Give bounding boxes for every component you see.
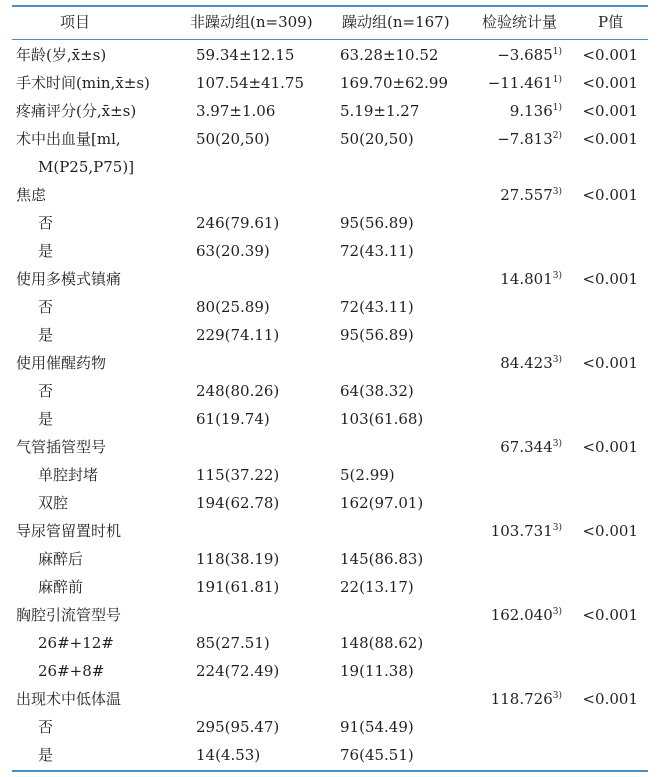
p-value: <0.001 — [582, 270, 638, 288]
agitation-value: 103(61.68) — [340, 410, 424, 428]
table-row — [0, 629, 660, 657]
p-value: <0.001 — [582, 186, 638, 204]
test-statistic — [491, 601, 562, 629]
statistic-value: −11.461 — [487, 74, 553, 92]
table-row — [0, 517, 660, 545]
non-agitation-value: 107.54±41.75 — [196, 74, 304, 92]
table-row — [0, 41, 660, 69]
header-col2: 躁动组(n=167) — [342, 13, 450, 31]
test-statistic — [500, 349, 562, 377]
row-label: 是 — [38, 410, 54, 428]
row-label: 疼痛评分(分,x̄±s) — [16, 102, 137, 120]
table-row — [0, 657, 660, 685]
non-agitation-value: 248(80.26) — [196, 382, 280, 400]
non-agitation-value: 115(37.22) — [196, 466, 280, 484]
footnote-marker: 3) — [552, 355, 562, 365]
agitation-value: 145(86.83) — [340, 550, 424, 568]
statistic-value: 14.801 — [500, 270, 553, 288]
agitation-value: 95(56.89) — [340, 214, 414, 232]
non-agitation-value: 50(20,50) — [196, 130, 270, 148]
table-row — [0, 461, 660, 489]
row-label: 导尿管留置时机 — [16, 522, 122, 540]
table-row — [0, 181, 660, 209]
statistic-value: 9.136 — [509, 102, 553, 120]
test-statistic — [488, 69, 562, 97]
footnote-marker: 3) — [552, 607, 562, 617]
footnote-marker: 3) — [552, 691, 562, 701]
row-label: 否 — [38, 718, 54, 736]
test-statistic — [491, 517, 562, 545]
table-row — [0, 265, 660, 293]
non-agitation-value: 59.34±12.15 — [196, 46, 295, 64]
test-statistic — [500, 433, 562, 461]
row-label: 是 — [38, 326, 54, 344]
statistic-value: 103.731 — [490, 522, 553, 540]
p-value: <0.001 — [582, 74, 638, 92]
agitation-value: 162(97.01) — [340, 494, 424, 512]
top-rule — [12, 5, 648, 7]
row-label: 单腔封堵 — [38, 466, 99, 484]
table-row — [0, 713, 660, 741]
row-label: 麻醉后 — [38, 550, 84, 568]
table-row — [0, 405, 660, 433]
statistic-value: 27.557 — [500, 186, 553, 204]
table-row — [0, 97, 660, 125]
table-row — [0, 209, 660, 237]
non-agitation-value: 295(95.47) — [196, 718, 280, 736]
test-statistic — [497, 125, 562, 153]
row-label: 否 — [38, 298, 54, 316]
header-rule — [12, 39, 648, 40]
table-row — [0, 69, 660, 97]
test-statistic — [497, 41, 562, 69]
p-value: <0.001 — [582, 130, 638, 148]
non-agitation-value: 14(4.53) — [196, 746, 261, 764]
agitation-value: 19(11.38) — [340, 662, 414, 680]
footnote-marker: 3) — [552, 439, 562, 449]
bottom-rule — [12, 770, 648, 772]
table-row — [0, 489, 660, 517]
row-label: 气管插管型号 — [16, 438, 107, 456]
row-label: 麻醉前 — [38, 578, 84, 596]
footnote-marker: 3) — [552, 271, 562, 281]
row-label: 年龄(岁,x̄±s) — [16, 46, 107, 64]
row-label: 术中出血量[ml, — [16, 130, 121, 148]
non-agitation-value: 224(72.49) — [196, 662, 280, 680]
table-row — [0, 125, 660, 153]
row-label: M(P25,P75)] — [38, 158, 135, 176]
agitation-value: 22(13.17) — [340, 578, 414, 596]
p-value: <0.001 — [582, 606, 638, 624]
row-label: 否 — [38, 214, 54, 232]
test-statistic — [510, 97, 562, 125]
agitation-value: 76(45.51) — [340, 746, 414, 764]
header-col3: 检验统计量 — [482, 13, 558, 31]
statistic-value: 118.726 — [490, 690, 553, 708]
row-label: 使用多模式镇痛 — [16, 270, 122, 288]
row-label: 26#+12# — [38, 634, 114, 652]
row-label: 是 — [38, 242, 54, 260]
footnote-marker: 1) — [552, 47, 562, 57]
test-statistic — [500, 265, 562, 293]
agitation-value: 91(54.49) — [340, 718, 414, 736]
table-row — [0, 685, 660, 713]
statistic-value: 162.040 — [490, 606, 553, 624]
row-label: 是 — [38, 746, 54, 764]
non-agitation-value: 61(19.74) — [196, 410, 270, 428]
statistic-value: 67.344 — [500, 438, 553, 456]
agitation-value: 5(2.99) — [340, 466, 395, 484]
p-value: <0.001 — [582, 438, 638, 456]
header-col4: P值 — [598, 13, 624, 31]
table-row — [0, 601, 660, 629]
statistic-value: −7.813 — [497, 130, 553, 148]
row-label: 胸腔引流管型号 — [16, 606, 122, 624]
agitation-value: 50(20,50) — [340, 130, 414, 148]
table-header — [0, 8, 660, 36]
agitation-value: 95(56.89) — [340, 326, 414, 344]
table-row — [0, 153, 660, 181]
agitation-value: 64(38.32) — [340, 382, 414, 400]
agitation-value: 63.28±10.52 — [340, 46, 439, 64]
table-row — [0, 293, 660, 321]
table-row — [0, 741, 660, 769]
row-label: 双腔 — [38, 494, 69, 512]
agitation-value: 72(43.11) — [340, 298, 414, 316]
test-statistic — [491, 685, 562, 713]
table-row — [0, 433, 660, 461]
agitation-value: 169.70±62.99 — [340, 74, 448, 92]
non-agitation-value: 118(38.19) — [196, 550, 280, 568]
table-row — [0, 321, 660, 349]
statistic-value: 84.423 — [500, 354, 553, 372]
non-agitation-value: 194(62.78) — [196, 494, 280, 512]
row-label: 焦虑 — [16, 186, 47, 204]
p-value: <0.001 — [582, 522, 638, 540]
footnote-marker: 3) — [552, 523, 562, 533]
footnote-marker: 1) — [552, 103, 562, 113]
table-row — [0, 349, 660, 377]
statistic-value: −3.685 — [497, 46, 553, 64]
test-statistic — [500, 181, 562, 209]
p-value: <0.001 — [582, 46, 638, 64]
footnote-marker: 3) — [552, 187, 562, 197]
agitation-value: 5.19±1.27 — [340, 102, 420, 120]
agitation-value: 148(88.62) — [340, 634, 424, 652]
non-agitation-value: 191(61.81) — [196, 578, 280, 596]
p-value: <0.001 — [582, 690, 638, 708]
row-label: 使用催醒药物 — [16, 354, 107, 372]
table-row — [0, 545, 660, 573]
table-row — [0, 573, 660, 601]
p-value: <0.001 — [582, 354, 638, 372]
row-label: 出现术中低体温 — [16, 690, 122, 708]
non-agitation-value: 229(74.11) — [196, 326, 280, 344]
row-label: 26#+8# — [38, 662, 105, 680]
non-agitation-value: 246(79.61) — [196, 214, 280, 232]
p-value: <0.001 — [582, 102, 638, 120]
agitation-value: 72(43.11) — [340, 242, 414, 260]
table-row — [0, 237, 660, 265]
footnote-marker: 1) — [552, 75, 562, 85]
non-agitation-value: 3.97±1.06 — [196, 102, 276, 120]
non-agitation-value: 85(27.51) — [196, 634, 270, 652]
footnote-marker: 2) — [552, 131, 562, 141]
header-col1: 非躁动组(n=309) — [190, 13, 313, 31]
row-label: 否 — [38, 382, 54, 400]
table-row — [0, 377, 660, 405]
non-agitation-value: 80(25.89) — [196, 298, 270, 316]
header-item: 项目 — [60, 13, 91, 31]
row-label: 手术时间(min,x̄±s) — [16, 74, 150, 92]
non-agitation-value: 63(20.39) — [196, 242, 270, 260]
